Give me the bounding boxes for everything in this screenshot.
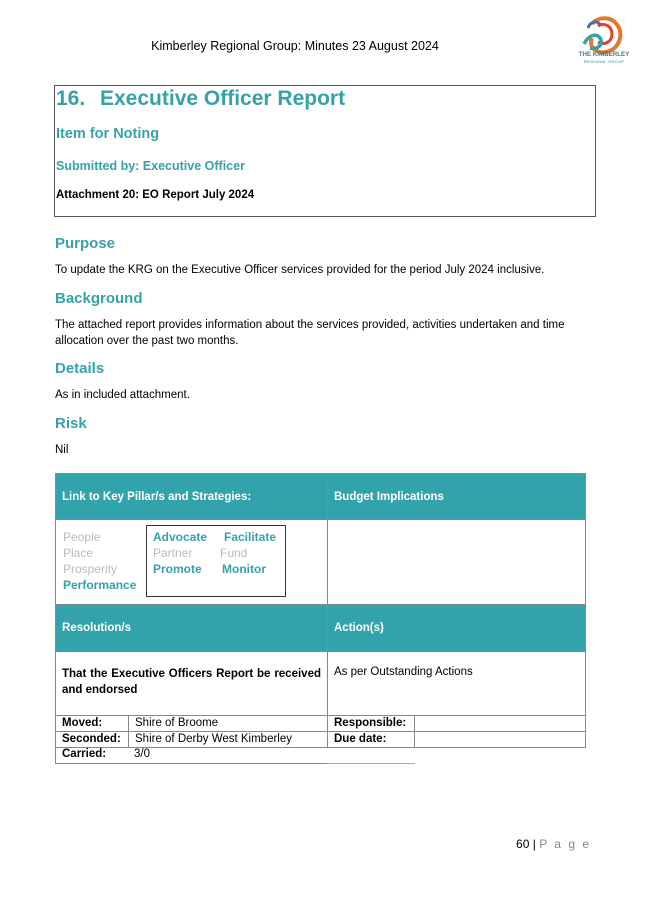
budget-header: Budget Implications	[327, 473, 586, 520]
responsible-label: Responsible:	[327, 715, 415, 732]
item-title: Executive Officer Report	[100, 87, 346, 110]
budget-cell	[327, 519, 586, 605]
strategy-advocate: Advocate	[153, 530, 208, 544]
strategy-facilitate: Facilitate	[224, 530, 277, 544]
actions-text: As per Outstanding Actions	[327, 651, 586, 716]
logo-text: THE KIMBERLEY REGIONAL GROUP	[578, 51, 630, 64]
resolution-header: Resolution/s	[55, 604, 328, 652]
actions-header: Action(s)	[327, 604, 586, 652]
background-heading: Background	[55, 290, 143, 307]
item-heading	[56, 87, 345, 111]
pillars-header: Link to Key Pillar/s and Strategies:	[55, 473, 328, 520]
resolution-text: That the Executive Officers Report be received and endorsed	[55, 651, 328, 716]
seconded-label: Seconded:	[55, 731, 129, 748]
seconded-value: Shire of Derby West Kimberley	[128, 731, 328, 748]
carried-label: Carried:	[55, 747, 129, 764]
submitted-by: Submitted by: Executive Officer	[56, 159, 245, 173]
pillar-performance: Performance	[63, 578, 137, 592]
background-text: The attached report provides information about the services provided, activities undertaken and time allocation over the past two months.	[55, 319, 565, 347]
strategy-promote: Promote	[153, 562, 202, 576]
page-label: P a g e	[539, 837, 591, 851]
page-separator: |	[532, 837, 536, 851]
details-text: As in included attachment.	[55, 389, 190, 401]
strategy-fund: Fund	[220, 546, 248, 560]
purpose-heading: Purpose	[55, 235, 116, 252]
document-header-title: Kimberley Regional Group: Minutes 23 August 2024	[151, 39, 439, 53]
page-footer	[516, 837, 591, 851]
responsible-value	[414, 715, 586, 732]
risk-text: Nil	[55, 444, 69, 456]
risk-heading: Risk	[55, 415, 87, 432]
details-heading: Details	[55, 360, 105, 377]
pillar-prosperity: Prosperity	[63, 562, 118, 576]
due-date-label: Due date:	[327, 731, 415, 748]
pillar-place: Place	[63, 546, 94, 560]
item-subtitle: Item for Noting	[56, 126, 160, 142]
moved-label: Moved:	[55, 715, 129, 732]
carried-empty	[327, 747, 415, 764]
pillar-people: People	[63, 530, 101, 544]
item-number: 16.	[56, 87, 86, 110]
moved-value: Shire of Broome	[128, 715, 328, 732]
carried-value: 3/0	[128, 747, 328, 764]
due-date-value	[414, 731, 586, 748]
page-number: 60	[516, 837, 530, 851]
strategy-monitor: Monitor	[222, 562, 266, 576]
purpose-text: To update the KRG on the Executive Officer services provided for the period July 2024 inclusive.	[55, 264, 545, 276]
attachment-reference: Attachment 20: EO Report July 2024	[56, 189, 255, 201]
strategy-partner: Partner	[153, 546, 193, 560]
